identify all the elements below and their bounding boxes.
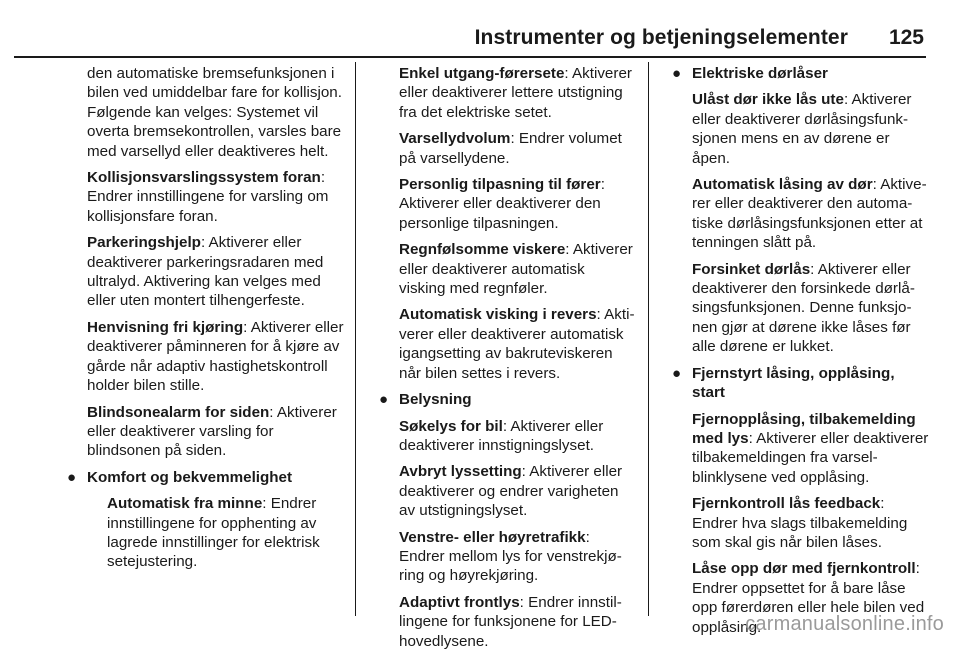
setting-entry <box>692 410 930 488</box>
section-heading: Elektriske dørlåser <box>692 65 828 82</box>
setting-description: : Aktiverer eller deaktiverer parkeringsradaren med ultralyd. Aktivering kan velges med eller uten montert tilhengerfeste. <box>87 234 324 310</box>
setting-entry <box>692 494 930 552</box>
setting-description: : Endrer innstillingene for funksjonene for LED-hovedlysene. <box>399 593 622 650</box>
setting-entry <box>399 64 635 122</box>
setting-term: Kollisjonsvarslingssystem foran <box>87 169 321 187</box>
setting-entry <box>87 233 349 311</box>
setting-entry <box>399 528 635 586</box>
section-items <box>399 417 635 651</box>
section-heading: Fjernstyrt låsing, opplåsing, start <box>692 364 895 402</box>
setting-description: : Endrer mellom lys for venstrekjøring og høyrekjøring. <box>399 528 622 585</box>
setting-term: Automatisk visking i revers <box>399 306 597 324</box>
setting-entry <box>692 175 930 253</box>
section-heading: Belysning <box>399 391 472 409</box>
setting-description: : Aktiverer eller deaktiverer den personlige tilpasningen. <box>399 176 605 232</box>
setting-term: Personlig tilpasning til fører <box>399 176 601 194</box>
setting-description: : Endrer innstillingene for varsling om kollisjonsfare foran. <box>87 169 329 225</box>
section-bullet <box>67 468 349 487</box>
setting-description: : Aktiverer eller deaktiverer dørlåsingsfunksjonen mens en av dørene er åpen. <box>692 91 912 167</box>
setting-description: : Aktiverer eller deaktiverer og endrer varigheten av utstigningslyset. <box>399 463 623 520</box>
setting-term: Forsinket dørlås <box>692 260 811 278</box>
setting-term: Automatisk fra minne <box>107 495 263 513</box>
section-items <box>87 494 349 572</box>
setting-entry <box>399 175 635 233</box>
header-divider <box>14 56 926 58</box>
setting-term: Fjernopplåsing, tilbakemelding med lys <box>692 410 916 447</box>
setting-term: Automatisk låsing av dør <box>692 176 873 194</box>
setting-term: Venstre- eller høyretrafikk <box>399 528 586 546</box>
setting-entry <box>107 494 349 572</box>
setting-entry <box>692 90 930 168</box>
lead-paragraph: den automatiske bremsefunksjonen i bilen ved umiddelbar fare for kollisjon. Følgende kan velges: Systemet vil overta bremsekontrollen, varsles bare med varsellyd eller deaktiveres helt. <box>87 65 342 160</box>
section-items <box>672 90 930 356</box>
setting-term: Søkelys for bil <box>399 417 503 435</box>
section-bullet <box>672 364 930 403</box>
setting-description: : Endrer oppsettet for å bare låse opp førerdøren eller hele bilen ved opplåsing. <box>692 560 925 636</box>
setting-description: : Aktiverer eller deaktiverer innstigningslyset. <box>399 417 604 454</box>
watermark: carmanualsonline.info <box>745 613 944 635</box>
setting-description: : Aktiverer eller deaktiverer lettere utstigning fra det elektriske setet. <box>399 65 632 121</box>
setting-entry <box>399 593 635 651</box>
setting-term: Enkel utgang-førersete <box>399 65 565 82</box>
section-heading: Komfort og bekvemmelighet <box>87 468 293 486</box>
setting-description: : Endrer volumet på varsellydene. <box>399 130 622 167</box>
column-divider-1 <box>355 62 356 616</box>
setting-entry <box>87 168 349 226</box>
page-title: Instrumenter og betjeningselementer <box>474 26 848 49</box>
page-number: 125 <box>888 26 924 49</box>
section-bullet <box>672 64 930 83</box>
column-2 <box>379 64 635 658</box>
setting-entry <box>399 129 635 168</box>
setting-entry <box>87 318 349 396</box>
bullet-dot-icon: ● <box>67 468 77 486</box>
setting-entry <box>399 417 635 456</box>
setting-entry <box>399 240 635 298</box>
column-1 <box>67 64 349 579</box>
setting-entry <box>692 260 930 357</box>
setting-entry <box>87 403 349 461</box>
setting-description: : Aktiverer eller deaktiverer den automatiske dørlåsingsfunksjonen etter at tenningen slått på. <box>692 176 927 252</box>
page-header <box>0 0 960 58</box>
setting-term: Parkeringshjelp <box>87 234 201 252</box>
setting-term: Blindsonealarm for siden <box>87 403 270 421</box>
setting-term: Avbryt lyssetting <box>399 463 522 481</box>
setting-term: Regnfølsomme viskere <box>399 241 566 259</box>
setting-description: : Aktiverer eller deaktiverer den forsinkede dørlåsingsfunksjonen. Denne funksjonen gjør at dørene ikke låses før alle dørene er lukket. <box>692 260 915 356</box>
setting-term: Henvisning fri kjøring <box>87 318 244 336</box>
setting-term: Adaptivt frontlys <box>399 593 520 611</box>
setting-description: : Aktiverer eller deaktiverer tilbakemeldingen fra varselblinklysene ved opplåsing. <box>692 429 929 486</box>
setting-term: Varsellydvolum <box>399 130 511 148</box>
setting-term: Ulåst dør ikke lås ute <box>692 91 844 109</box>
setting-description: : Aktiverer eller deaktiverer påminneren for å kjøre av gårde når adaptiv hastighetskontroll holder bilen stille. <box>87 318 344 395</box>
bullet-dot-icon: ● <box>379 391 389 409</box>
column-divider-2 <box>648 62 649 616</box>
section-bullet <box>379 390 635 409</box>
bullet-dot-icon: ● <box>672 65 682 82</box>
bullet-dot-icon: ● <box>672 364 682 382</box>
setting-entry <box>399 305 635 383</box>
setting-description: : Endrer hva slags tilbakemelding som skal gis når bilen låses. <box>692 495 908 551</box>
setting-description: : Aktiverer eller deaktiverer automatisk visking med regnføler. <box>399 241 633 298</box>
setting-term: Låse opp dør med fjernkontroll <box>692 560 916 578</box>
setting-description: : Endrer innstillingene for opphenting av lagrede innstillinger for elektrisk setejustering. <box>107 495 320 571</box>
column-3 <box>672 64 930 644</box>
setting-entry <box>399 462 635 520</box>
setting-description: : Aktiverer eller deaktiverer varsling for blindsonen på siden. <box>87 403 337 460</box>
setting-term: Fjernkontroll lås feedback <box>692 495 881 513</box>
setting-description: : Aktiverer eller deaktiverer automatisk igangsetting av bakruteviskeren når bilen settes i revers. <box>399 306 635 382</box>
section-items <box>672 410 930 637</box>
